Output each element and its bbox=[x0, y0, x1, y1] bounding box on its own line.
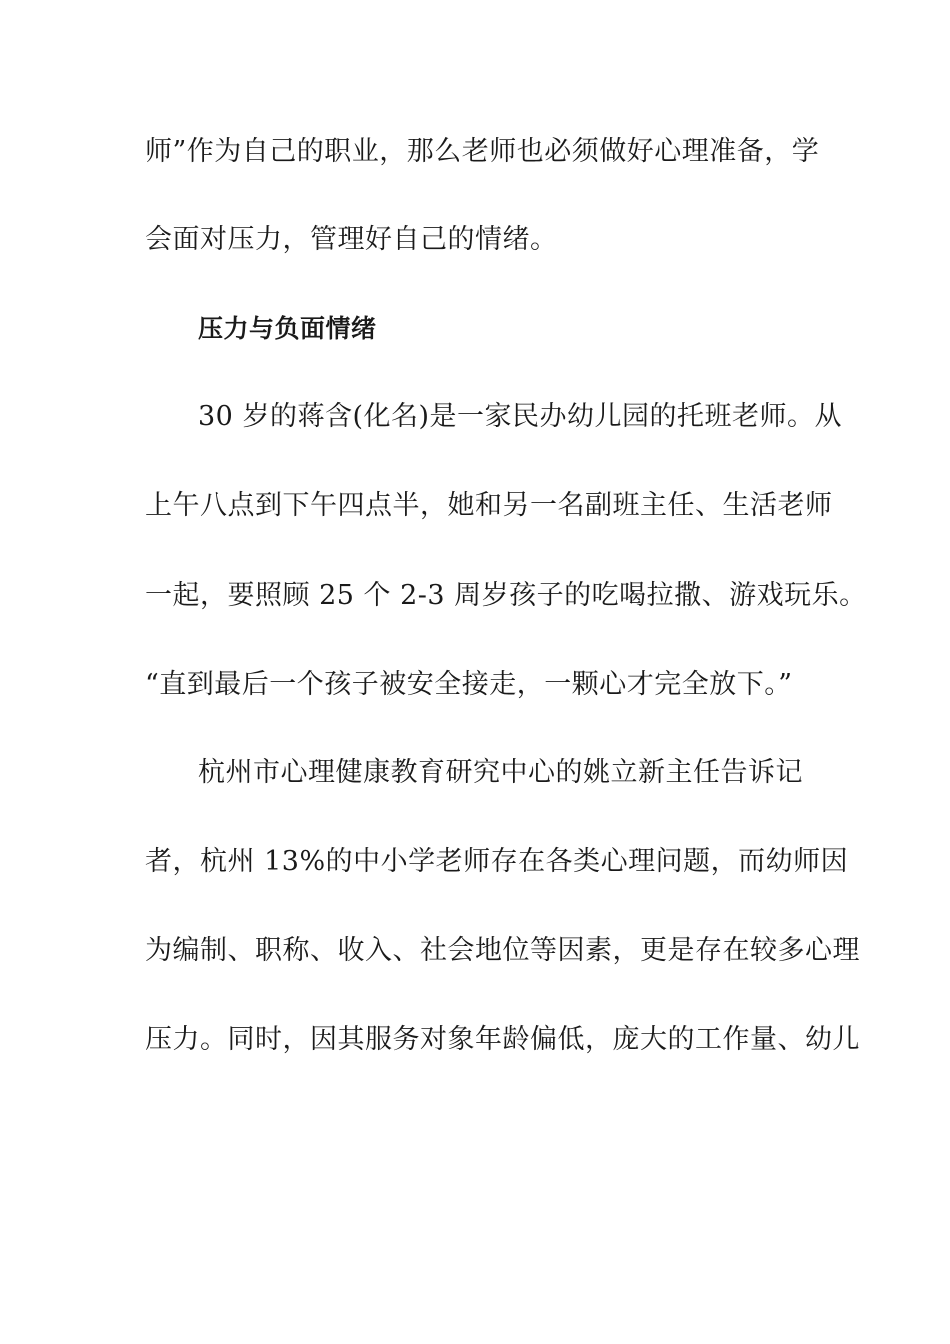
paragraph-line: 者，杭州 13%的中小学老师存在各类心理问题，而幼师因 bbox=[145, 846, 849, 877]
paragraph-line: 会面对压力，管理好自己的情绪。 bbox=[145, 224, 558, 255]
paragraph-line: 压力。同时，因其服务对象年龄偏低，庞大的工作量、幼儿 bbox=[145, 1024, 860, 1055]
paragraph-line: 一起，要照顾 25 个 2-3 周岁孩子的吃喝拉撒、游戏玩乐。 bbox=[145, 580, 867, 611]
paragraph-line: 上午八点到下午四点半，她和另一名副班主任、生活老师 bbox=[145, 490, 833, 521]
paragraph-line: “直到最后一个孩子被安全接走，一颗心才完全放下。” bbox=[145, 669, 793, 700]
paragraph-line: 杭州市心理健康教育研究中心的姚立新主任告诉记 bbox=[198, 757, 803, 788]
paragraph-line: 为编制、职称、收入、社会地位等因素，更是存在较多心理 bbox=[145, 935, 860, 966]
section-heading: 压力与负面情绪 bbox=[198, 314, 377, 343]
paragraph-line: 师”作为自己的职业，那么老师也必须做好心理准备，学 bbox=[145, 136, 820, 167]
paragraph-line: 30 岁的蒋含(化名)是一家民办幼儿园的托班老师。从 bbox=[198, 401, 843, 432]
